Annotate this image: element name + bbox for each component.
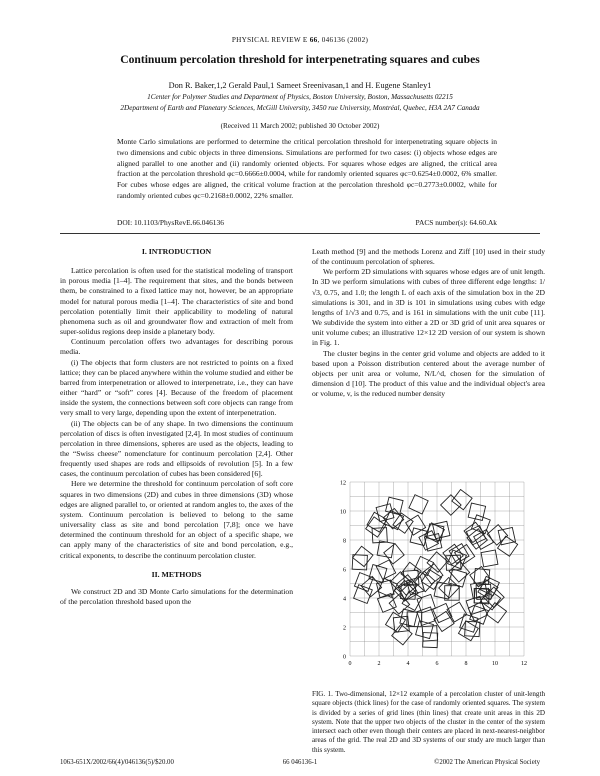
unit-square <box>419 531 439 551</box>
y-tick-label: 12 <box>340 480 346 487</box>
x-axis-labels <box>349 661 528 667</box>
methods-paragraph: We construct 2D and 3D Monte Carlo simulations for the determination of the percolation threshold based upon the <box>60 586 293 606</box>
footer-issn: 1063-651X/2002/66(4)/046136(5)/$20.00 <box>60 759 174 766</box>
unit-square <box>422 569 442 589</box>
doi-link[interactable]: DOI: 10.1103/PhysRevE.66.046136 <box>117 218 224 227</box>
intro-heading: I. INTRODUCTION <box>141 247 212 256</box>
received-date: (Received 11 March 2002; published 30 October 2002) <box>220 122 380 130</box>
unit-square <box>452 489 472 509</box>
paper-title: Continuum percolation threshold for interpenetrating squares and cubes <box>120 53 480 66</box>
x-tick-label: 4 <box>406 661 410 667</box>
unit-square <box>352 555 367 570</box>
abstract: Monte Carlo simulations are performed to determine the critical percolation threshold for interpenetrating square objects in two dimensions and cubic objects in three dimensions. Simulations are performed for two cases: (i) objects whose edges are aligned parallel to one another and (ii) randomly oriented objects. For squares whose edges are aligned, the critical area fraction at the percolation threshold φc=0.6666±0.0004, while for randomly oriented squares φc=0.6254±0.0002, 6% smaller. For cubes whose edges are aligned, the critical volume fraction at the percolation threshold φc=0.2773±0.0002, while for randomly oriented cubes φc=0.2168±0.0002, 22% smaller. <box>117 137 497 200</box>
unit-square <box>441 495 462 516</box>
unit-square <box>416 621 434 639</box>
affiliation-2: 2Department of Earth and Planetary Sciences, McGill University, 3450 rue University, Montréal, Quebec, H3A 2A7 Canada <box>120 104 480 112</box>
x-tick-label: 8 <box>464 661 468 667</box>
footer-page: 66 046136-1 <box>282 759 318 766</box>
running-header: PHYSICAL REVIEW E 66, 046136 (2002) <box>231 36 369 44</box>
left-column <box>60 247 293 607</box>
unit-square <box>481 550 498 567</box>
right-column <box>312 247 545 399</box>
body-paragraph: We perform 2D simulations with squares whose edges are of unit length. In 3D we perform simulations with cubes of three different edge lengths: 1/√3, 0.75, and 1.0; the length L of each axis of the simulation box in the 2D simulations is 301, and in 3D is 101 in simulations using cubes with edge lengths of 1/√3 and 0.75, and is 161 in simulations with the unit cube [11]. We subdivide the system into either a 2D or 3D grid of unit area squares or unit volume cubes; an illustrative 12×12 2D version of our system is shown in Fig. 1. <box>312 267 545 348</box>
x-tick-label: 6 <box>435 661 439 667</box>
footer-copyright: ©2002 The American Physical Society <box>434 759 540 766</box>
journal-name: PHYSICAL REVIEW E <box>231 36 308 44</box>
intro-paragraph: Here we determine the threshold for continuum percolation of soft core squares in two dimensions (2D) and cubes in three dimensions (3D) whose edges are aligned parallel to, or oriented at random angles to, the axes of the system. Continuum percolation is believed to belong to the same universality class as site and bond percolation [7,8]; once we have determined the continuum threshold for an object of a specific shape, we can apply many of the characteristics of site and bond percolation, e.g., critical exponents, to describe the continuum percolation cluster. <box>60 479 293 560</box>
x-tick-label: 2 <box>377 661 381 667</box>
cluster-squares <box>352 489 518 647</box>
affiliation-1: 1Center for Polymer Studies and Department of Physics, Boston University, Boston, Massachusetts 02215 <box>147 93 453 101</box>
intro-paragraph: (ii) The objects can be of any shape. In two dimensions the continuum percolation of discs is often investigated [2,4]. In most studies of continuum percolation in three dimensions, spheres are used as the objects, leading to the “Swiss cheese” nomenclature for continuum percolation [2,4]. Other frequently used shapes are rods and ellipsoids of revolution [5]. In a few cases, the continuum percolation of cubes has been considered [6]. <box>60 418 293 479</box>
unit-square <box>487 525 507 545</box>
figure-caption: FIG. 1. Two-dimensional, 12×12 example of a percolation cluster of unit-length square objects (thick lines) for the case of randomly oriented squares. The system is divided by a series of grid lines (thin lines) that create unit areas in this 2D system. Note that the upper two objects of the cluster in the center of the system intersect each other even though their centers are placed in next-nearest-neighbor areas of the grid. The real 2D and 3D systems of our study are much larger than this system. <box>312 690 545 754</box>
percolation-figure <box>330 476 530 676</box>
methods-heading: II. METHODS <box>151 569 202 579</box>
unit-square <box>369 565 387 583</box>
y-tick-label: 10 <box>340 509 346 516</box>
header-divider <box>60 233 540 234</box>
y-tick-label: 4 <box>343 596 346 603</box>
y-tick-label: 6 <box>343 567 346 574</box>
x-tick-label: 10 <box>492 661 498 667</box>
y-tick-label: 0 <box>343 654 346 661</box>
unit-square <box>424 534 441 551</box>
journal-volume: 66 <box>309 36 318 44</box>
intro-paragraph: Continuum percolation offers two advantages for describing porous media. <box>60 337 293 357</box>
authors: Don R. Baker,1,2 Gerald Paul,1 Sameet Sreenivasan,1 and H. Eugene Stanley1 <box>168 81 432 90</box>
pacs-number: PACS number(s): 64.60.Ak <box>415 218 497 227</box>
body-paragraph: Leath method [9] and the methods Lorenz and Ziff [10] used in their study of the continuum percolation of spheres. <box>312 247 545 267</box>
body-paragraph: The cluster begins in the center grid volume and objects are added to it based upon a Poisson distribution centered about the average number of objects per unit area or volume, N/L^d, chosen for the simulation of dimension d [10]. The product of this value and the individual object's area or volume, v, is the reduced number density <box>312 348 545 399</box>
x-tick-label: 0 <box>348 661 352 667</box>
x-tick-label: 12 <box>521 661 527 667</box>
unit-square <box>468 503 485 520</box>
unit-square <box>386 612 406 632</box>
y-axis-labels <box>340 481 346 661</box>
article-number: 046136 (2002) <box>321 36 369 44</box>
intro-paragraph: (i) The objects that form clusters are not restricted to points on a fixed lattice; they can be placed anywhere within the volume studied and either be barred from interpenetration or allowed to interpenetrate, i.e., they can have either “hard” or “soft” cores [4]. Because of the freedom of placement inside the system, the connections between soft core objects can range from very small to very large, depending upon the extent of interpenetration. <box>60 357 293 418</box>
y-tick-label: 2 <box>343 625 346 632</box>
unit-square <box>353 546 373 566</box>
y-tick-label: 8 <box>343 538 346 545</box>
unit-square <box>423 564 443 584</box>
intro-paragraph: Lattice percolation is often used for the statistical modeling of transport in porous media [1–4]. The requirement that sites, and the bonds between them, be constrained to a fixed lattice may not, however, be an appropriate model for natural porous media [1–4]. The characteristics of site and bond percolation potentially limit their applicability to modeling of natural phenomena such as oil and groundwater flow and extraction of melt from super-solidus regions deep inside a planetary body. <box>60 266 293 337</box>
